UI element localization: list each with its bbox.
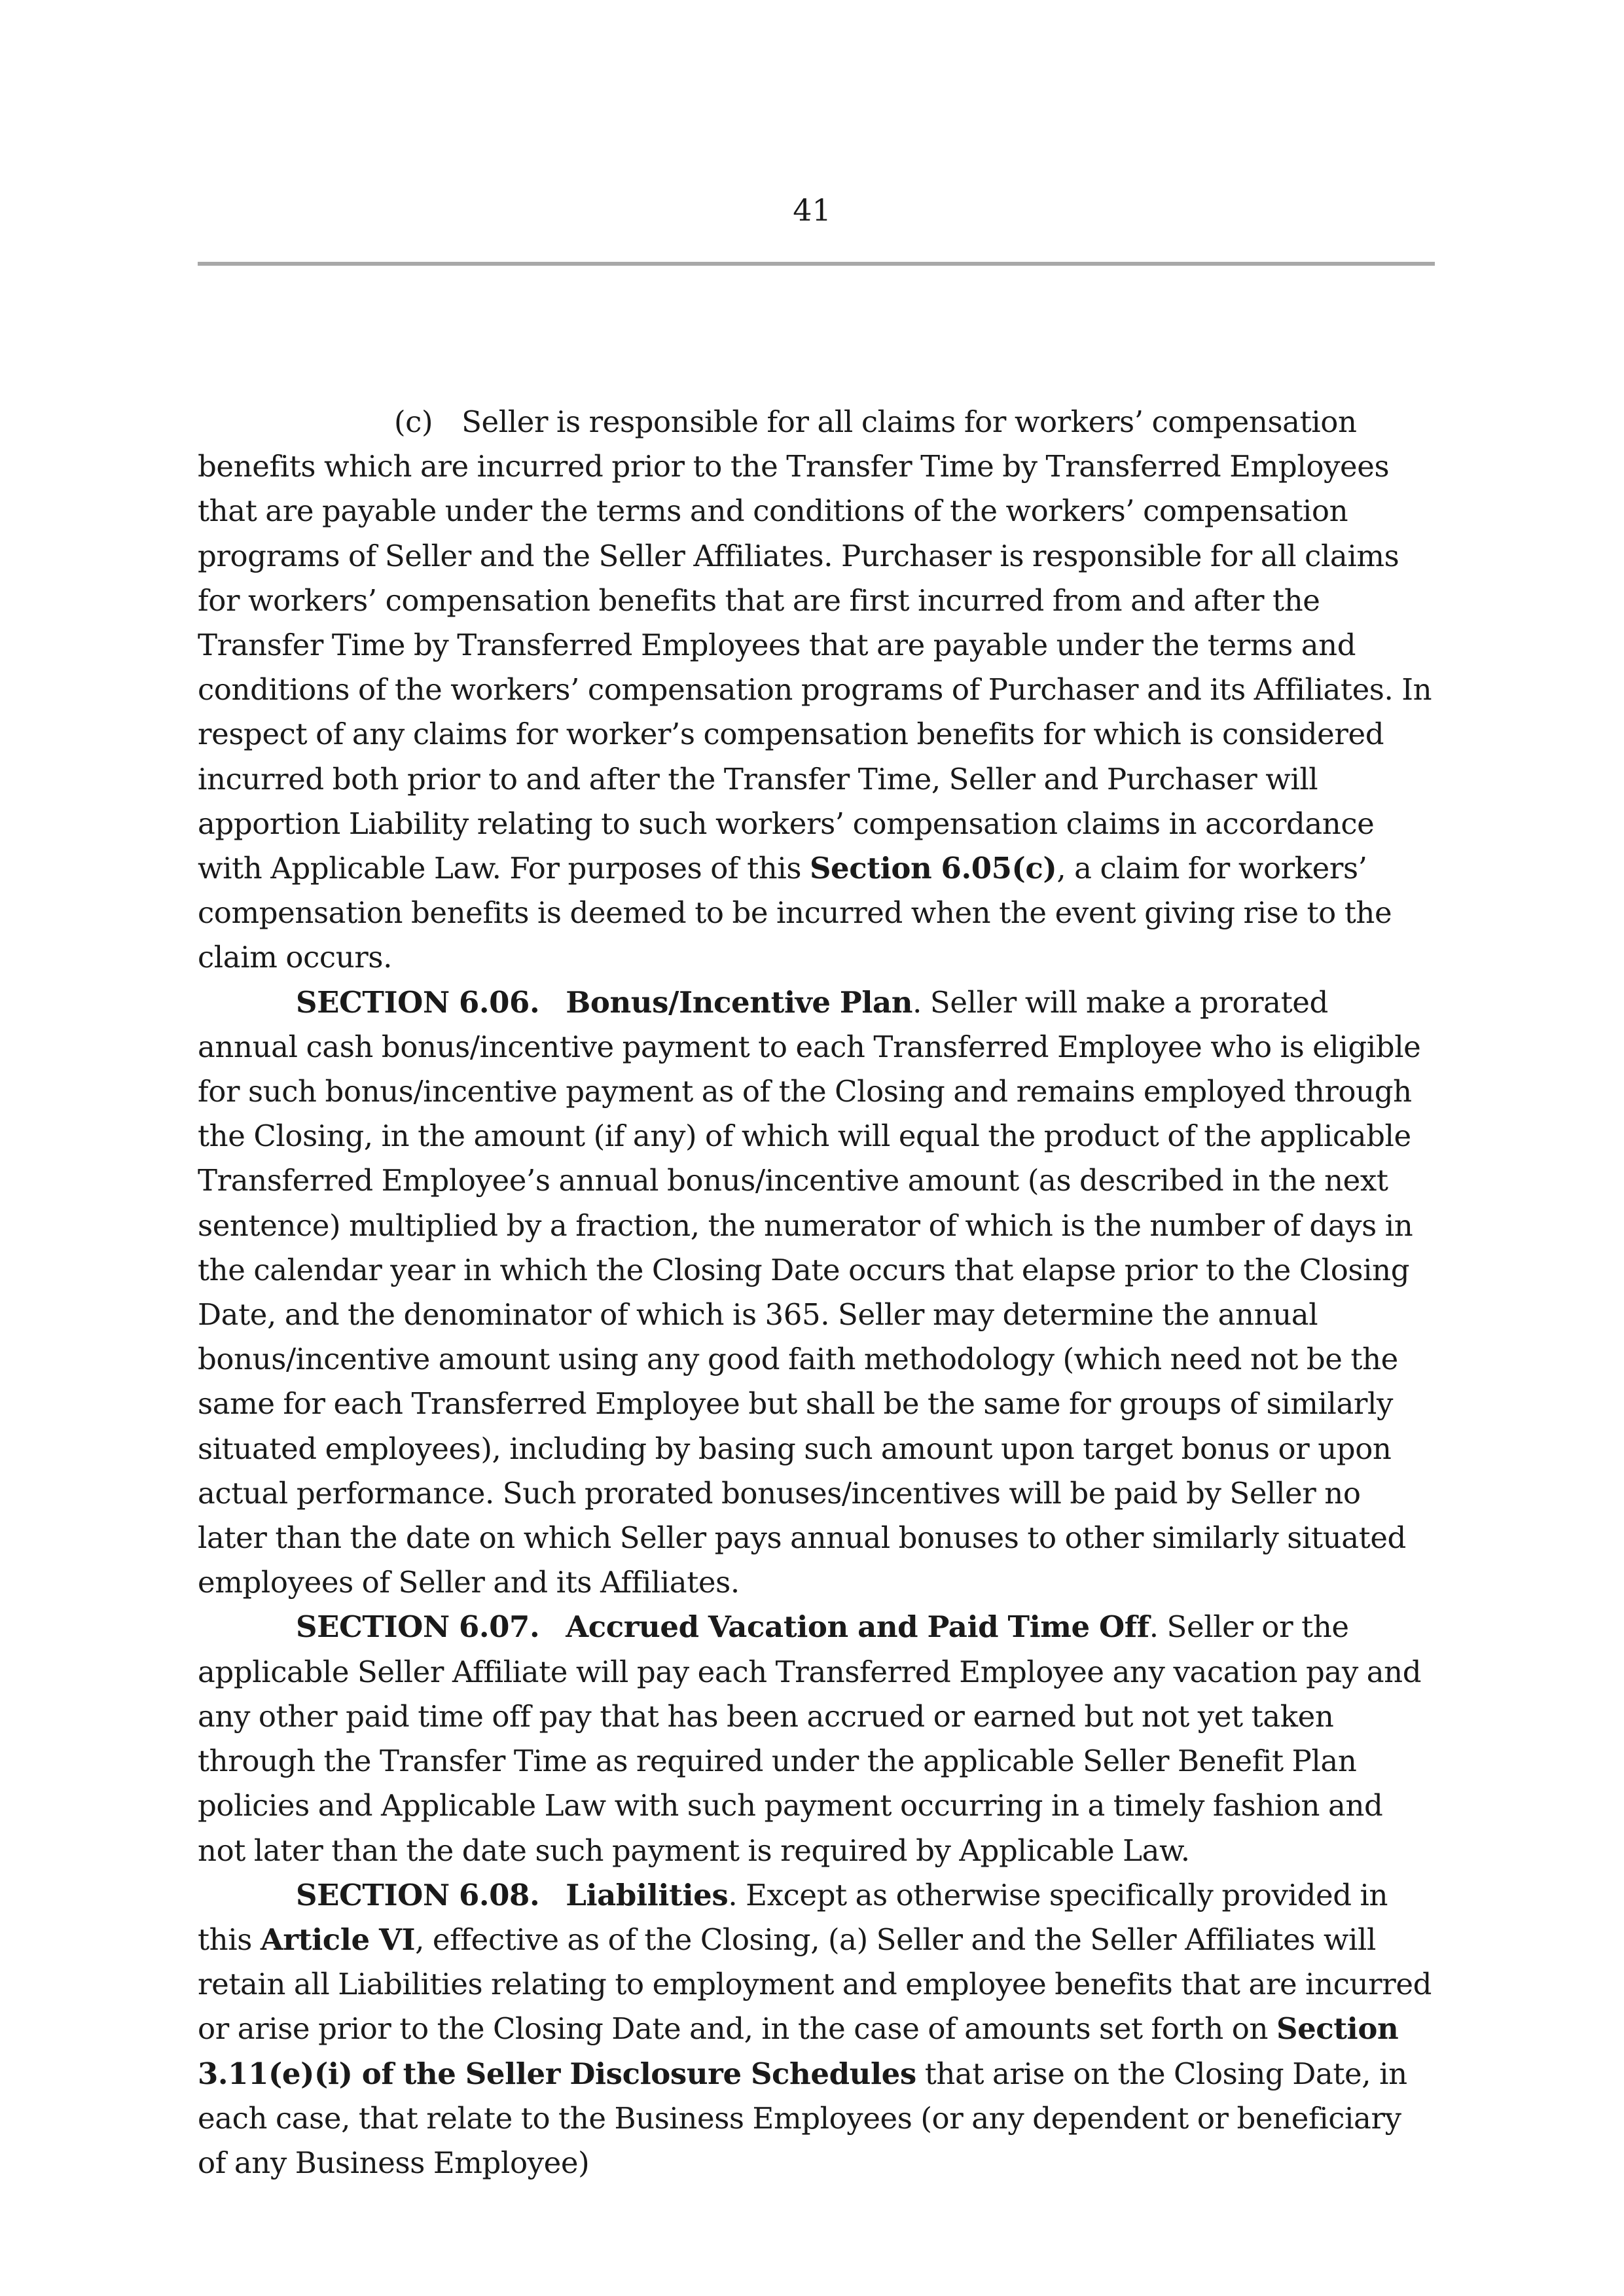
paragraph-text: , a claim for workers’ compensation benefits is deemed to be incurred when the event giving rise to the claim occurs. <box>198 851 1392 975</box>
section-title: Bonus/Incentive Plan <box>566 984 913 1020</box>
article-reference: Article VI <box>260 1922 416 1957</box>
header-divider <box>198 262 1435 266</box>
document-body <box>198 400 1435 2185</box>
subsection-marker: (c) <box>394 404 433 439</box>
page-number: 41 <box>793 192 831 228</box>
paragraph-text: . Except as otherwise specifically provided in this <box>198 1877 1388 1957</box>
section-6-07 <box>198 1605 1435 1873</box>
section-reference: Section 6.05(c) <box>809 851 1057 886</box>
paragraph-text: . Seller or the applicable Seller Affiliate will pay each Transferred Employee any vacation pay and any other paid time off pay that has been accrued or earned but not yet taken through the Transfer Time as required under the applicable Seller Benefit Plan policies and Applicable Law with such payment occurring in a timely fashion and not later than the date such payment is required by Applicable Law. <box>198 1609 1422 1868</box>
paragraph-6-05-c <box>198 400 1435 980</box>
schedule-reference: Section 3.11(e)(i) of the Seller Disclosure Schedules <box>198 2011 1399 2091</box>
section-title: Liabilities <box>566 1877 729 1912</box>
paragraph-text: that arise on the Closing Date, in each case, that relate to the Business Employees (or any dependent or beneficiary of any Business Employee) <box>198 2056 1407 2180</box>
paragraph-text: . Seller will make a prorated annual cash bonus/incentive payment to each Transferred Employee who is eligible for such bonus/incentive payment as of the Closing and remains employed through the Closing, in the amount (if any) of which will equal the product of the applicable Transferred Employee’s annual bonus/incentive amount (as described in the next sentence) multiplied by a fraction, the numerator of which is the number of days in the calendar year in which the Closing Date occurs that elapse prior to the Closing Date, and the denominator of which is 365. Seller may determine the annual bonus/incentive amount using any good faith methodology (which need not be the same for each Transferred Employee but shall be the same for groups of similarly situated employees), including by basing such amount upon target bonus or upon actual performance. Such prorated bonuses/incentives will be paid by Seller no later than the date on which Seller pays annual bonuses to other similarly situated employees of Seller and its Affiliates. <box>198 984 1421 1600</box>
section-number: SECTION 6.07. <box>296 1609 540 1645</box>
section-6-06 <box>198 980 1435 1605</box>
paragraph-text: , effective as of the Closing, (a) Seller and the Seller Affiliates will retain all Liabilities relating to employment and employee benefits that are incurred or arise prior to the Closing Date and, in the case of amounts set forth on <box>198 1922 1432 2047</box>
section-title: Accrued Vacation and Paid Time Off <box>566 1609 1149 1645</box>
paragraph-text: Seller is responsible for all claims for workers’ compensation benefits which are incurred prior to the Transfer Time by Transferred Employees that are payable under the terms and conditions of the workers’ compensation programs of Seller and the Seller Affiliates. Purchaser is responsible for all claims for workers’ compensation benefits that are first incurred from and after the Transfer Time by Transferred Employees that are payable under the terms and conditions of the workers’ compensation programs of Purchaser and its Affiliates. In respect of any claims for worker’s compensation benefits for which is considered incurred both prior to and after the Transfer Time, Seller and Purchaser will apportion Liability relating to such workers’ compensation claims in accordance with Applicable Law. For purposes of this <box>198 404 1432 886</box>
section-number: SECTION 6.06. <box>296 984 540 1020</box>
section-6-08 <box>198 1873 1435 2185</box>
section-number: SECTION 6.08. <box>296 1877 540 1912</box>
